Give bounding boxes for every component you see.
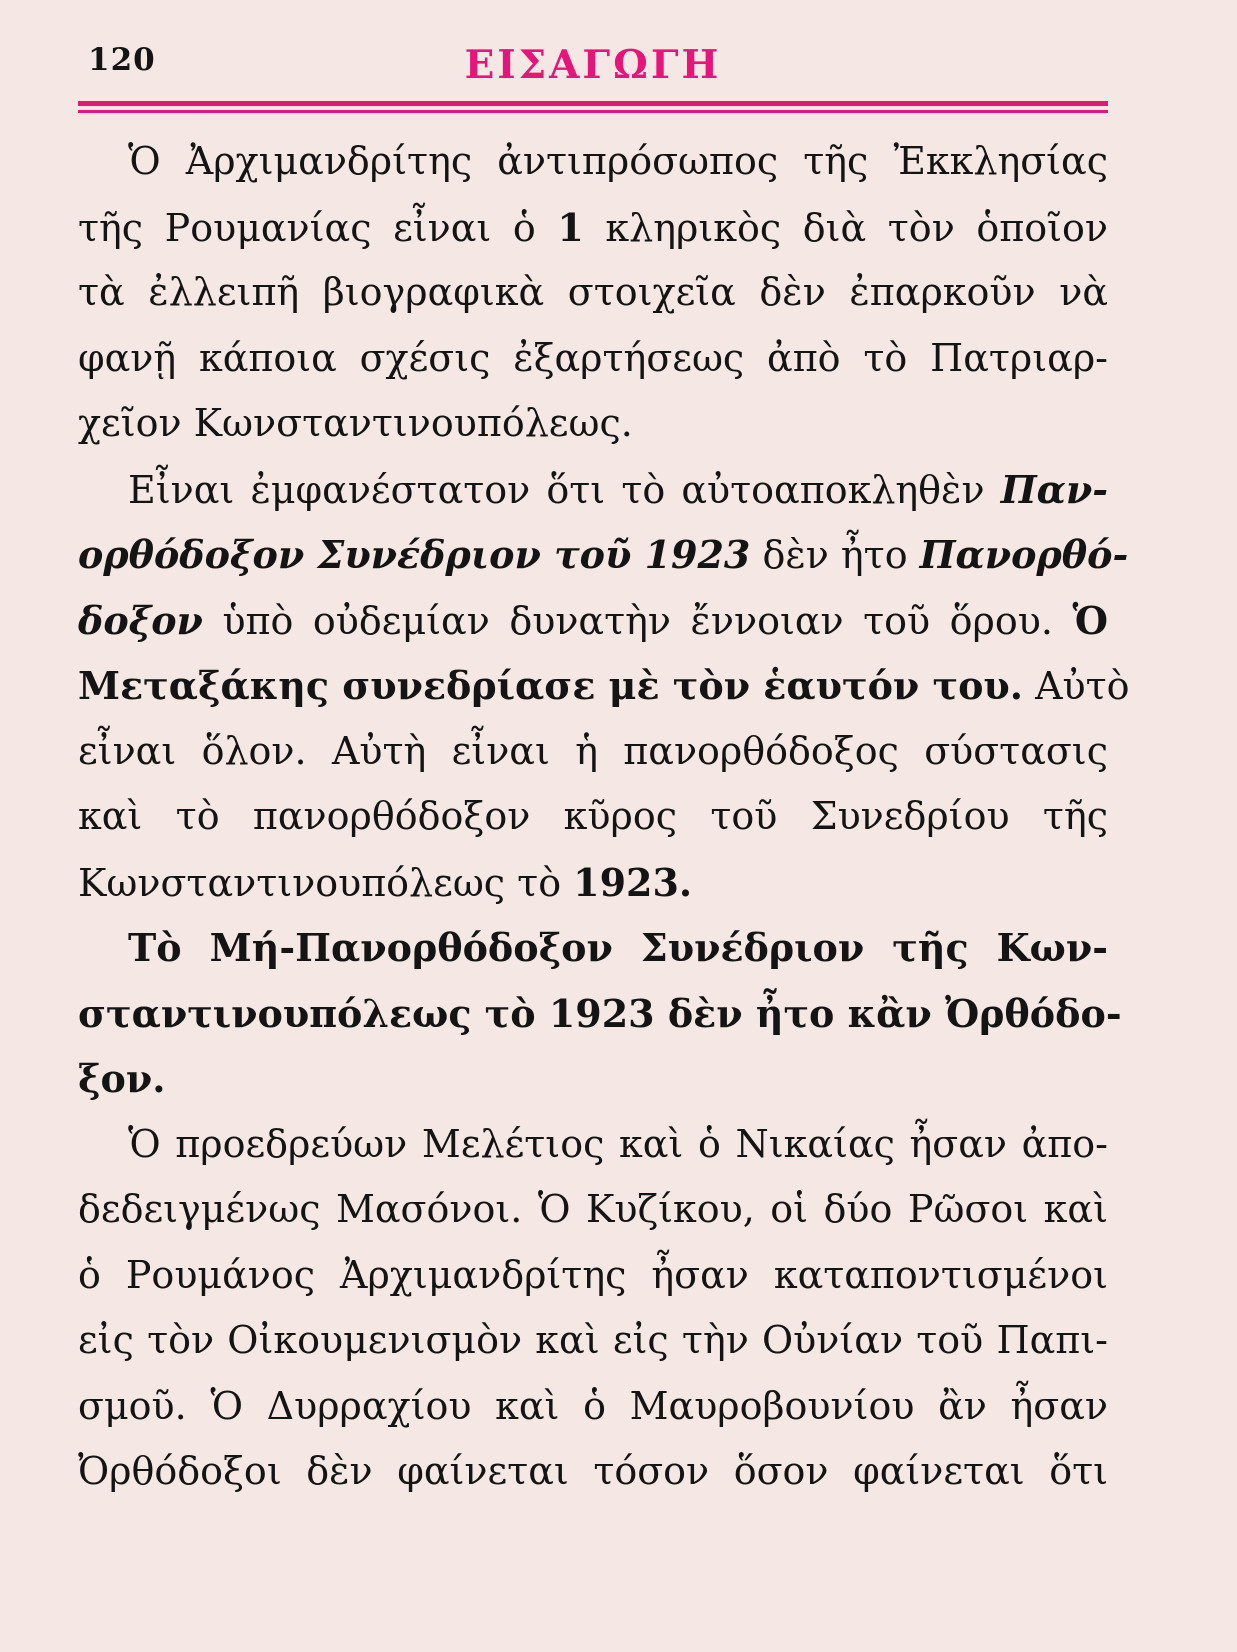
text-run: καὶ τὸ πανορθόδοξον κῦρος τοῦ Συνεδρίου τῆς (78, 794, 1108, 838)
text-run: Ὁ προεδρεύων Μελέτιος καὶ ὁ Νικαίας ἦσαν ἀπο- (128, 1121, 1108, 1166)
text-run: τὰ ἐλλειπῆ βιογραφικὰ στοιχεῖα δὲν ἐπαρκοῦν νὰ (78, 270, 1108, 314)
text-run: ὁ Ρουμάνος Ἀρχιμανδρίτης ἦσαν καταποντισμένοι (78, 1252, 1108, 1297)
text-line (78, 653, 1130, 719)
content-column (78, 0, 1130, 1505)
text-run: Πανορθό- (919, 532, 1129, 577)
text-run: Παν- (1000, 466, 1108, 512)
paragraph (78, 1112, 1108, 1505)
text-line (78, 588, 1108, 654)
text-run: 1 (557, 204, 584, 250)
text-line (78, 1112, 1108, 1178)
page-title: ΕΙΣΑΓΩΓΗ (464, 42, 722, 88)
text-line (78, 1374, 1108, 1440)
text-run: σταντινουπόλεως τὸ 1923 δὲν ἦτο κἂν Ὀρθόδο- (78, 990, 1122, 1036)
text-line (78, 1177, 1108, 1243)
text-content (78, 129, 1130, 1505)
text-run: ορθόδοξον Συνέδριον τοῦ 1923 (78, 532, 751, 577)
text-run: δεδειγμένως Μασόνοι. Ὁ Κυζίκου, οἱ δύο Ρῶσοι καὶ (78, 1187, 1108, 1231)
text-run: Μεταξάκης συνεδρίασε μὲ τὸν ἑαυτόν του. (78, 663, 1024, 708)
header-divider (78, 101, 1108, 113)
text-line (78, 522, 1129, 588)
text-line (78, 1439, 1108, 1505)
text-run: τῆς Ρουμανίας εἶναι ὁ (78, 205, 558, 250)
text-run: 1923. (573, 859, 693, 905)
text-run: σμοῦ. Ὁ Δυρραχίου καὶ ὁ Μαυροβουνίου ἂν ἦσαν (78, 1383, 1108, 1428)
text-line (78, 195, 1108, 261)
text-run: Κωνσταντινουπόλεως τὸ (78, 860, 574, 905)
text-line (78, 1046, 1108, 1112)
paragraph (78, 915, 1122, 1112)
text-run: φανῇ κάποια σχέσις ἐξαρτήσεως ἀπὸ τὸ Πατριαρ- (78, 335, 1108, 380)
text-run: εἰς τὸν Οἰκουμενισμὸν καὶ εἰς τὴν Οὐνίαν τοῦ Παπι- (78, 1318, 1108, 1362)
text-run: ὑπὸ οὐδεμίαν δυνατὴν ἔννοιαν τοῦ ὅρου. (202, 598, 1073, 643)
text-run: Ὀρθόδοξοι δὲν φαίνεται τόσον ὅσον φαίνεται ὅτι (78, 1449, 1108, 1493)
text-line (78, 129, 1108, 195)
text-line (78, 391, 1108, 457)
text-line (78, 719, 1108, 785)
text-line (78, 1243, 1108, 1309)
text-line (78, 915, 1108, 981)
page-number: 120 (88, 42, 156, 78)
text-line (78, 326, 1108, 392)
text-line (78, 457, 1108, 523)
text-run: ξον. (78, 1056, 166, 1101)
text-run: Εἶναι ἐμφανέστατον ὅτι τὸ αὐτοαποκληθὲν (128, 467, 1001, 512)
text-line (78, 981, 1122, 1047)
text-line (78, 260, 1108, 326)
text-run: Ὁ Ἀρχιμανδρίτης ἀντιπρόσωπος τῆς Ἐκκλησίας (128, 139, 1108, 183)
text-run: Τὸ Μή-Πανορθόδοξον Συνέδριον τῆς Κων- (128, 925, 1108, 970)
text-run: χεῖον Κωνσταντινουπόλεως. (78, 401, 633, 445)
text-run: Αὐτὸ (1023, 664, 1130, 708)
text-run: Ὁ (1072, 597, 1108, 643)
paragraph (78, 129, 1108, 457)
paragraph (78, 457, 1130, 916)
text-run: δοξον (78, 597, 203, 643)
text-line (78, 850, 1108, 916)
text-run: δὲν ἦτο (750, 533, 920, 577)
text-run: εἶναι ὅλον. Αὐτὴ εἶναι ἡ πανορθόδοξος σύστασις (78, 728, 1108, 773)
text-line (78, 784, 1108, 850)
text-run: κληρικὸς διὰ τὸν ὁποῖον (583, 205, 1108, 250)
text-line (78, 1308, 1108, 1374)
